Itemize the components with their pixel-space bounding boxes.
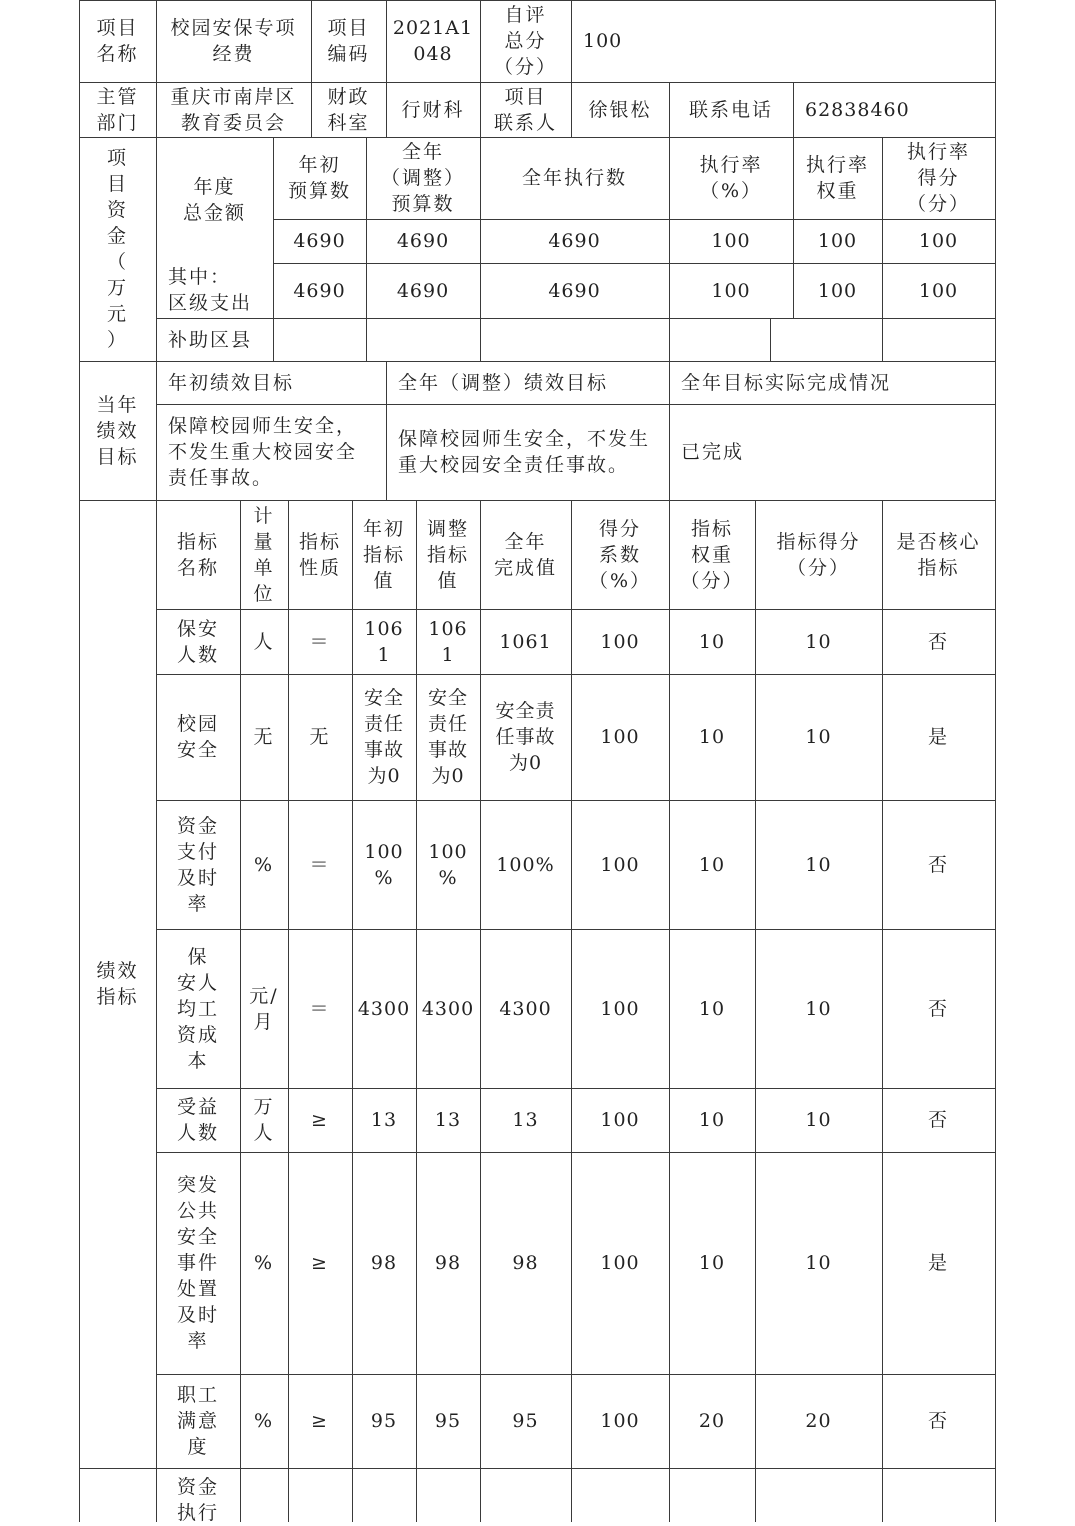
initial-budget-label: 年初 预算数: [287, 154, 351, 202]
indicator-nature: ≥: [311, 1109, 329, 1131]
indicator-adjusted: 100 %: [428, 840, 468, 889]
indicator-adjusted: 98: [434, 1252, 462, 1274]
goal-adjusted: 保障校园师生安全，不发生 重大校园安全责任事故。: [398, 428, 651, 476]
indicator-score: 20: [805, 1410, 832, 1432]
indicator-name: 资金 支付 及时 率: [176, 814, 219, 915]
funds-section-label: 项 目 资 金 （ 万 元 ）: [106, 147, 128, 351]
goal-actual: 已完成: [681, 441, 745, 463]
indicator-name: 突发 公共 安全 事件 处置 及时 率: [176, 1174, 219, 1352]
self-score: 100: [583, 30, 623, 52]
contact-label: 项目 联系人: [493, 85, 557, 134]
indicator-weight: 10: [698, 853, 726, 876]
exec-weight-label: 执行率 权重: [805, 154, 869, 202]
exec-rate-label: 执行率 （%）: [699, 154, 763, 202]
indicator-header-initial: 年初 指标 值: [362, 517, 405, 592]
indicator-score: 10: [805, 853, 832, 876]
dept: 重庆市南岸区 教育委员会: [170, 85, 297, 134]
indicator-header-core: 是否核心 指标: [896, 530, 981, 579]
phone: 62838460: [805, 98, 910, 121]
total-weight: 100: [817, 230, 858, 252]
indicator-score: 10: [805, 1109, 832, 1131]
indicator-initial: 98: [370, 1252, 398, 1274]
district-executed: 4690: [548, 279, 601, 302]
total-executed: 4690: [548, 230, 601, 252]
indicator-name: 保安 人数: [176, 617, 219, 666]
indicator-core: 否: [927, 997, 949, 1020]
indicator-completed: 100%: [496, 853, 555, 876]
indicator-weight: 10: [698, 1252, 726, 1274]
indicator-weight: 20: [698, 1410, 726, 1432]
dept-label: 主管 部门: [96, 85, 139, 134]
indicator-completed: 4300: [499, 997, 552, 1020]
executed-label: 全年执行数: [521, 167, 627, 189]
indicator-adjusted: 106 1: [428, 617, 468, 666]
indicator-header-coef: 得分 系数 （%）: [588, 517, 652, 592]
total-score: 100: [918, 230, 959, 252]
indicator-header-score: 指标得分 （分）: [776, 530, 861, 579]
indicator-name-partial: 资金 执行: [176, 1476, 219, 1524]
indicator-unit: 人: [253, 630, 275, 653]
indicator-initial: 106 1: [364, 617, 404, 666]
indicator-initial: 100 %: [364, 840, 404, 889]
indicator-initial: 95: [370, 1410, 398, 1432]
indicator-nature: 无: [309, 726, 331, 748]
indicator-adjusted: 13: [434, 1109, 462, 1131]
district-weight: 100: [817, 279, 858, 302]
indicator-coef: 100: [600, 726, 640, 748]
indicator-core: 是: [927, 1252, 949, 1274]
finance: 行财科: [401, 98, 465, 121]
table-vertical-rule: [995, 500, 996, 1522]
indicator-header-unit: 计 量 单 位: [253, 504, 275, 605]
indicator-coef: 100: [600, 1109, 640, 1131]
indicator-completed: 98: [512, 1252, 539, 1274]
goal-actual-label: 全年目标实际完成情况: [681, 371, 892, 394]
year-total-label: 年度 总金额: [182, 176, 246, 224]
indicator-unit: 无: [253, 726, 275, 748]
indicator-header-nature: 指标 性质: [298, 530, 341, 579]
contact: 徐银松: [588, 98, 652, 121]
indicator-header-name: 指标 名称: [176, 530, 219, 579]
indicator-adjusted: 95: [434, 1410, 462, 1432]
indicator-initial: 安全 责任 事故 为0: [363, 687, 404, 787]
indicator-coef: 100: [600, 997, 640, 1020]
indicator-weight: 10: [698, 630, 726, 653]
indicator-adjusted: 安全 责任 事故 为0: [427, 687, 468, 787]
indicator-weight: 10: [698, 726, 726, 748]
district-label: 其中： 区级支出: [168, 266, 253, 314]
goal-initial: 保障校园师生安全， 不发生重大校园安全 责任事故。: [168, 415, 358, 489]
project-name: 校园安保专项 经费: [170, 17, 297, 65]
district-initial: 4690: [293, 279, 346, 302]
indicator-weight: 10: [698, 1109, 726, 1131]
indicator-nature: ＝: [309, 997, 331, 1020]
indicator-unit: 万 人: [253, 1096, 275, 1144]
indicator-coef: 100: [600, 630, 640, 653]
indicator-core: 否: [927, 630, 949, 653]
phone-label: 联系电话: [688, 98, 773, 121]
indicator-completed: 安全责 任事故 为0: [495, 700, 556, 774]
indicator-score: 10: [805, 726, 832, 748]
self-score-label: 自评 总分 （分）: [493, 4, 557, 78]
indicator-coef: 100: [600, 1252, 640, 1274]
table-vertical-rule: [770, 318, 771, 362]
indicator-core: 否: [927, 1109, 949, 1131]
indicator-score: 10: [805, 997, 832, 1020]
indicator-score: 10: [805, 630, 832, 653]
total-rate: 100: [711, 230, 751, 252]
indicator-name: 校园 安全: [176, 713, 219, 761]
indicator-weight: 10: [698, 997, 726, 1020]
indicator-initial: 13: [370, 1109, 398, 1131]
adjusted-budget-label: 全年 （调整） 预算数: [380, 141, 465, 215]
district-adjusted: 4690: [396, 279, 450, 302]
exec-score-label: 执行率 得分 （分）: [906, 141, 970, 215]
indicator-completed: 1061: [499, 630, 552, 653]
indicator-completed: 13: [512, 1109, 539, 1131]
indicator-unit: 元/ 月: [249, 984, 279, 1033]
indicator-initial: 4300: [357, 997, 411, 1020]
indicator-coef: 100: [600, 1410, 640, 1432]
finance-label: 财政 科室: [327, 85, 370, 134]
district-score: 100: [918, 279, 959, 302]
goal-initial-label: 年初绩效目标: [168, 371, 295, 394]
indicator-core: 否: [927, 853, 949, 876]
project-name-label: 项目 名称: [96, 17, 139, 65]
project-code: 2021A1 048: [392, 17, 474, 65]
indicators-section-label: 绩效 指标: [96, 960, 139, 1008]
indicator-header-adjusted: 调整 指标 值: [426, 517, 469, 592]
total-initial: 4690: [293, 230, 346, 252]
indicator-adjusted: 4300: [421, 997, 475, 1020]
indicator-name: 保 安人 均工 资成 本: [176, 945, 219, 1072]
indicator-nature: ＝: [309, 853, 331, 876]
indicator-name: 职工 满意 度: [176, 1384, 219, 1458]
indicator-header-weight: 指标 权重 （分）: [680, 517, 744, 592]
indicator-score: 10: [805, 1252, 832, 1274]
indicator-nature: ＝: [309, 630, 331, 653]
indicator-completed: 95: [512, 1410, 539, 1432]
subsidy-label: 补助区县: [168, 328, 253, 351]
indicator-header-completed: 全年 完成值: [493, 530, 557, 579]
district-rate: 100: [711, 279, 751, 302]
indicator-nature: ≥: [311, 1410, 329, 1432]
indicator-nature: ≥: [311, 1252, 329, 1274]
indicator-unit: %: [253, 1410, 275, 1432]
indicator-name: 受益 人数: [176, 1096, 219, 1144]
goal-adjusted-label: 全年（调整）绩效目标: [398, 371, 609, 394]
table-horizontal-rule: [156, 318, 996, 319]
indicator-coef: 100: [600, 853, 640, 876]
indicator-core: 是: [927, 726, 949, 748]
indicator-unit: %: [253, 1252, 275, 1274]
goals-section-label: 当年 绩效 目标: [96, 393, 139, 468]
project-code-label: 项目 编码: [327, 17, 370, 65]
indicator-unit: %: [253, 853, 275, 876]
indicator-core: 否: [927, 1410, 949, 1432]
total-adjusted: 4690: [396, 230, 450, 252]
